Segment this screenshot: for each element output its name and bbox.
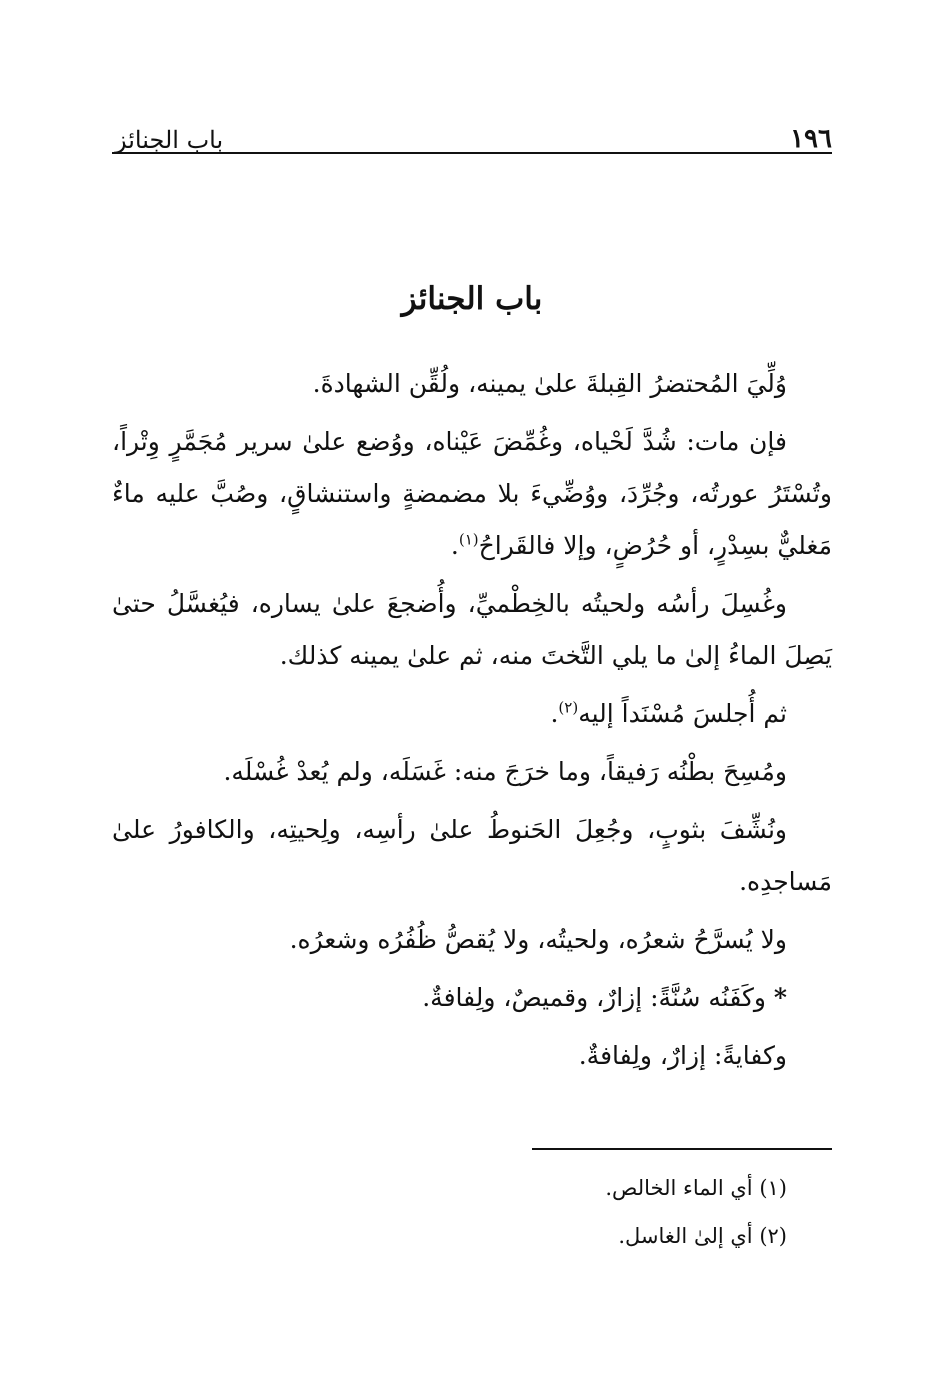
- header-rule: [112, 152, 832, 154]
- running-title: باب الجنائز: [115, 126, 224, 154]
- body-text: [112, 358, 832, 1088]
- footnote-ref: (٢): [558, 698, 579, 717]
- footnote-number: (١): [759, 1176, 787, 1200]
- paragraph: ونُشِّفَ بثوبٍ، وجُعِلَ الحَنوطُ علىٰ رأسِه، ولِحيتِه، والكافورُ علىٰ مَساجدِه.: [112, 815, 832, 896]
- footnote-number: (٢): [759, 1224, 787, 1248]
- asterisk-marker: *: [773, 983, 787, 1012]
- paragraph: وُلِّيَ المُحتضرُ القِبلةَ علىٰ يمينه، ولُقِّن الشهادةَ.: [312, 369, 787, 398]
- footnote-ref: (١): [458, 530, 479, 549]
- chapter-title: باب الجنائز: [401, 281, 543, 317]
- footnote: [112, 1212, 787, 1260]
- footnote-text: أي الماء الخالص.: [605, 1176, 753, 1200]
- paragraph: ولا يُسرَّحُ شعرُه، ولحيتُه، ولا يُقصُّ ظُفُرُه وشعرُه.: [289, 925, 787, 954]
- paragraph: وغُسِلَ رأسُه ولحيتُه بالخِطْميِّ، وأُضجعَ علىٰ يساره، فيُغسَّلُ حتىٰ يَصِلَ الماءُ إلىٰ ما يلي التَّختَ منه، ثم علىٰ يمينه كذلك.: [112, 589, 832, 670]
- paragraph: ثم أُجلسَ مُسْنَداً إليه$^{(٢)}$.: [550, 698, 787, 728]
- footnotes: [112, 1164, 832, 1260]
- footnote: [112, 1164, 787, 1212]
- running-head: [115, 112, 832, 152]
- paragraph: وكفايةً: إزارٌ، ولِفافةٌ.: [578, 1041, 787, 1070]
- paragraph: فإن مات: شُدَّ لَحْياه، وغُمِّضَ عَيْناه، ووُضع علىٰ سرير مُجَمَّرٍ وِتْراً، وتُسْتَرُ عورتُه، وجُرِّدَ، ووُضِّيءَ بلا مضمضةٍ واستنشاقٍ، وصُبَّ عليه ماءٌ مَغليٌّ بسِدْرٍ، أو حُرُضٍ، وإلا فالقَراحُ$^{(١)}$.: [112, 427, 832, 560]
- paragraph: ومُسِحَ بطْنُه رَفيقاً، وما خرَجَ منه: غَسَلَه، ولم يُعدْ غُسْلَه.: [223, 757, 787, 786]
- page-number: ١٩٦: [790, 124, 832, 154]
- paragraph: * وكَفَنُه سُنَّةً: إزارٌ، وقميصٌ، ولِفافةٌ.: [422, 983, 787, 1012]
- footnote-text: أي إلىٰ الغاسل.: [618, 1224, 753, 1248]
- footnote-rule: [532, 1148, 832, 1150]
